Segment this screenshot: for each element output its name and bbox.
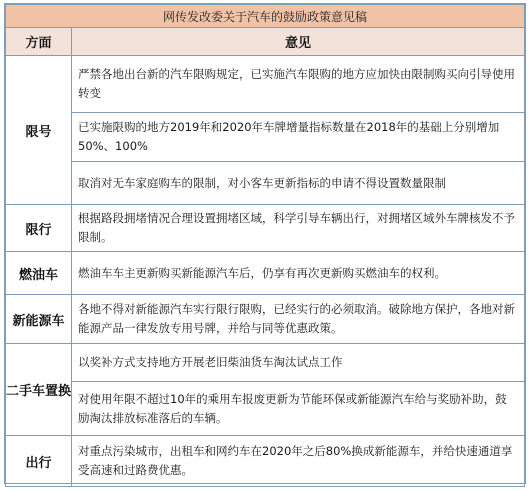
opinion-cell: 严禁各地出台新的汽车限购规定，已实施汽车限购的地方应加快由限制购买向引导使用转变 (72, 56, 525, 113)
opinion-cell: 取消对无车家庭购车的限制，对小客车更新指标的申请不得设置数量限制 (72, 162, 525, 205)
aspect-cell-fuel-vehicle: 燃油车 (6, 252, 72, 295)
table-row (6, 113, 525, 162)
table-row (6, 344, 525, 382)
table-row (6, 162, 525, 205)
header-opinion: 意见 (72, 28, 525, 56)
table-row (6, 252, 525, 295)
table-row (6, 56, 525, 113)
opinion-cell: 燃油车车主更新购买新能源汽车后，仍享有再次更新购买燃油车的权利。 (72, 252, 525, 295)
header-aspect: 方面 (6, 28, 72, 56)
table-row (6, 295, 525, 344)
table-row (6, 382, 525, 436)
opinion-cell: 对使用年限不超过10年的乘用车报废更新为节能环保或新能源汽车给与奖励补助，鼓励淘汰排放标准落后的车辆。 (72, 382, 525, 436)
table-title: 网传发改委关于汽车的鼓励政策意见稿 (6, 5, 525, 28)
table-row (6, 436, 525, 487)
opinion-cell: 已实施限购的地方2019年和2020年车牌增量指标数量在2018年的基础上分别增加50%、100% (72, 113, 525, 162)
policy-table-container (4, 3, 526, 484)
header-row (6, 28, 525, 56)
policy-table (5, 4, 525, 487)
opinion-cell: 根据路段拥堵情况合理设置拥堵区域，科学引导车辆出行，对拥堵区域外车牌核发不予限制。 (72, 205, 525, 252)
aspect-cell-new-energy-vehicle: 新能源车 (6, 295, 72, 344)
title-row (6, 5, 525, 28)
opinion-cell: 以奖补方式支持地方开展老旧柴油货车淘汰试点工作 (72, 344, 525, 382)
aspect-cell-traffic-restriction: 限行 (6, 205, 72, 252)
table-row (6, 205, 525, 252)
opinion-cell: 对重点污染城市，出租车和网约车在2020年之后80%换成新能源车，并给快速通道享受高速和过路费优惠。 (72, 436, 525, 487)
aspect-cell-plate-restriction: 限号 (6, 56, 72, 205)
aspect-cell-used-car-replacement: 二手车置换 (6, 344, 72, 436)
opinion-cell: 各地不得对新能源汽车实行限行限购，已经实行的必须取消。破除地方保护，各地对新能源产品一律发放专用号牌，并给与同等优惠政策。 (72, 295, 525, 344)
aspect-cell-travel: 出行 (6, 436, 72, 487)
